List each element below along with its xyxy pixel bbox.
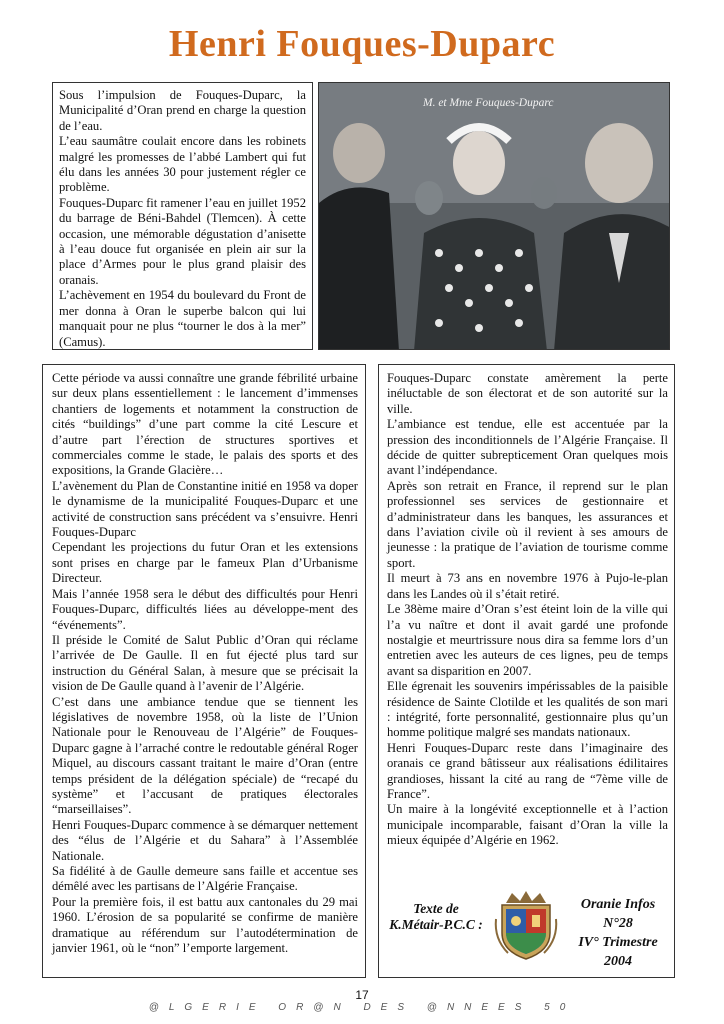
paragraph: L’eau saumâtre coulait encore dans les robinets malgré les promesses de l’abbé Lambert qui fut élu dans les années 30 pour justement régler ce problème.	[59, 134, 306, 195]
paragraph: Henri Fouques-Duparc commence à se démarquer nettement des “élus de l’Algérie et du Sahara” à l’Assemblée Nationale.	[52, 817, 358, 863]
source-credit-line: IV° Trimestre 2004	[578, 935, 658, 969]
left-column-box	[42, 364, 366, 978]
paragraph: Après son retrait en France, il reprend sur le plan professionnel ses services de gestionnaire et d’administrateur dans les banques, les assurances et dans l’aviation civile où il revient à ses amours de jeunesse : la pratique de l’aviation de tourisme comme sport.	[387, 478, 668, 570]
oran-coat-of-arms-icon	[492, 889, 560, 963]
source-credit-line: Oranie Infos N°28	[580, 897, 656, 931]
credits-block	[379, 881, 662, 969]
page-title: Henri Fouques-Duparc	[168, 23, 556, 65]
paragraph: Un maire à la longévité exceptionnelle et à l’action municipale incomparable, faisant d’Oran la ville la mieux équipée d’Algérie en 1962.	[387, 802, 668, 848]
paragraph: Henri Fouques-Duparc reste dans l’imaginaire des oranais ce grand bâtisseur aux réalisations édilitaires grandioses, hissant la cité au rang de “7ème ville de France”.	[387, 740, 668, 801]
paragraph: Il meurt à 73 ans en novembre 1976 à Pujo-le-plan dans les Landes où il s’était retiré.	[387, 571, 668, 601]
paragraph: Le 38ème maire d’Oran s’est éteint loin de la ville qui l’a vu naître et dont il avait gardé une profonde nostalgie et meurtrissure nous dira sa femme lors d’un entretien avec les auteurs de ces lignes, peu de temps avant sa disparition en 2007.	[387, 602, 668, 678]
source-credit	[565, 895, 671, 971]
author-credit	[383, 901, 489, 933]
author-credit-line: Texte de	[413, 901, 459, 916]
paragraph: C’est dans une ambiance tendue que se tiennent les législatives de novembre 1958, où la liste de l’Union Nationale pour le Renouveau de l’Algérie” de Fouques-Duparc gagne à l’arraché contre le redoutable général Roger Miquel, au discours cassant traitant le maire d’Oran (entre temps président de la délégation spéciale) de “recapé du système” et l’accusant de pratiques électorales “marseillaises”.	[52, 694, 358, 817]
photo-illustration	[319, 83, 670, 350]
paragraph: L’achèvement en 1954 du boulevard du Front de mer donna à Oran le superbe balcon qui lui manquait pour ne plus “tourner le dos à la mer” (Camus).	[59, 288, 306, 349]
paragraph: Il préside le Comité de Salut Public d’Oran qui réclame l’arrivée de De Gaulle. Il en fut éjecté plus tard sur instruction du Général Salan, à mesure que se précisait la vision de De Gaulle quand à l’avenir de l’Algérie.	[52, 632, 358, 694]
author-credit-line: K.Métair-P.C.C :	[389, 917, 483, 932]
footer-text: @LGERIE OR@N DES @NNEES 50	[148, 1002, 576, 1013]
paragraph: Elle égrenait les souvenirs impérissables de la paisible résidence de Sainte Clotilde et les qualités de son mari : intégrité, forte personnalité, gestionnaire plus qu’un homme politique malgré ses mandats nationaux.	[387, 679, 668, 740]
paragraph: L’ambiance est tendue, elle est accentuée par la pression des inconditionnels de l’Algérie Française. Il décide de quitter subrepticement Oran quelques mois avant l’indépendance.	[387, 417, 668, 478]
paragraph: Fouques-Duparc fit ramener l’eau en juillet 1952 du barrage de Béni-Bahdel (Tlemcen). À cette occasion, une mémorable dégustation d’anisette à l’eau douce fut organisée en plein air sur la place d’Armes pour le plus grand plaisir des oranais.	[59, 195, 306, 287]
intro-text-box	[52, 82, 313, 350]
paragraph: Mais l’année 1958 sera le début des difficultés pour Henri Fouques-Duparc, difficultés liées au développe-ment des “événements”.	[52, 586, 358, 632]
paragraph: Sa fidélité à de Gaulle demeure sans faille et accentue ses démêlé avec les partisans de l’Algérie Française.	[52, 864, 358, 894]
paragraph: L’avènement du Plan de Constantine initié en 1958 va doper le dynamisme de la municipalité Fouques-Duparc et une activité de construction sans précédent va s’ensuivre. Henri Fouques-Duparc	[52, 478, 358, 540]
paragraph: Cependant les projections du futur Oran et les extensions sont prises en charge par le fameux Plan d’Urbanisme Directeur.	[52, 540, 358, 586]
couple-photo	[318, 82, 670, 350]
paragraph: Cette période va aussi connaître une grande fébrilité urbaine sur deux plans essentiellement : le lancement d’immenses chantiers de logements et notamment la construction de cités “buildings” d’une part comme la cité Lescure et d’autre part l’érection de structures sportives et commerciales comme le stade, le palais des sports et des expositions, la Grande Glacière…	[52, 371, 358, 478]
paragraph: Fouques-Duparc constate amèrement la perte inéluctable de son électorat et de son autorité sur la ville.	[387, 371, 668, 416]
photo-caption: M. et Mme Fouques-Duparc	[423, 97, 554, 109]
paragraph: Pour la première fois, il est battu aux cantonales du 29 mai 1960. L’érosion de sa popularité se confirme de manière dramatique au référendum sur l’autodétermination de janvier 1961, où le “non” l’emporte largement.	[52, 894, 358, 956]
page-number: 17	[355, 988, 369, 1002]
paragraph: Sous l’impulsion de Fouques-Duparc, la Municipalité d’Oran prend en charge la question de l’eau.	[59, 88, 306, 133]
right-column-box	[378, 364, 675, 978]
